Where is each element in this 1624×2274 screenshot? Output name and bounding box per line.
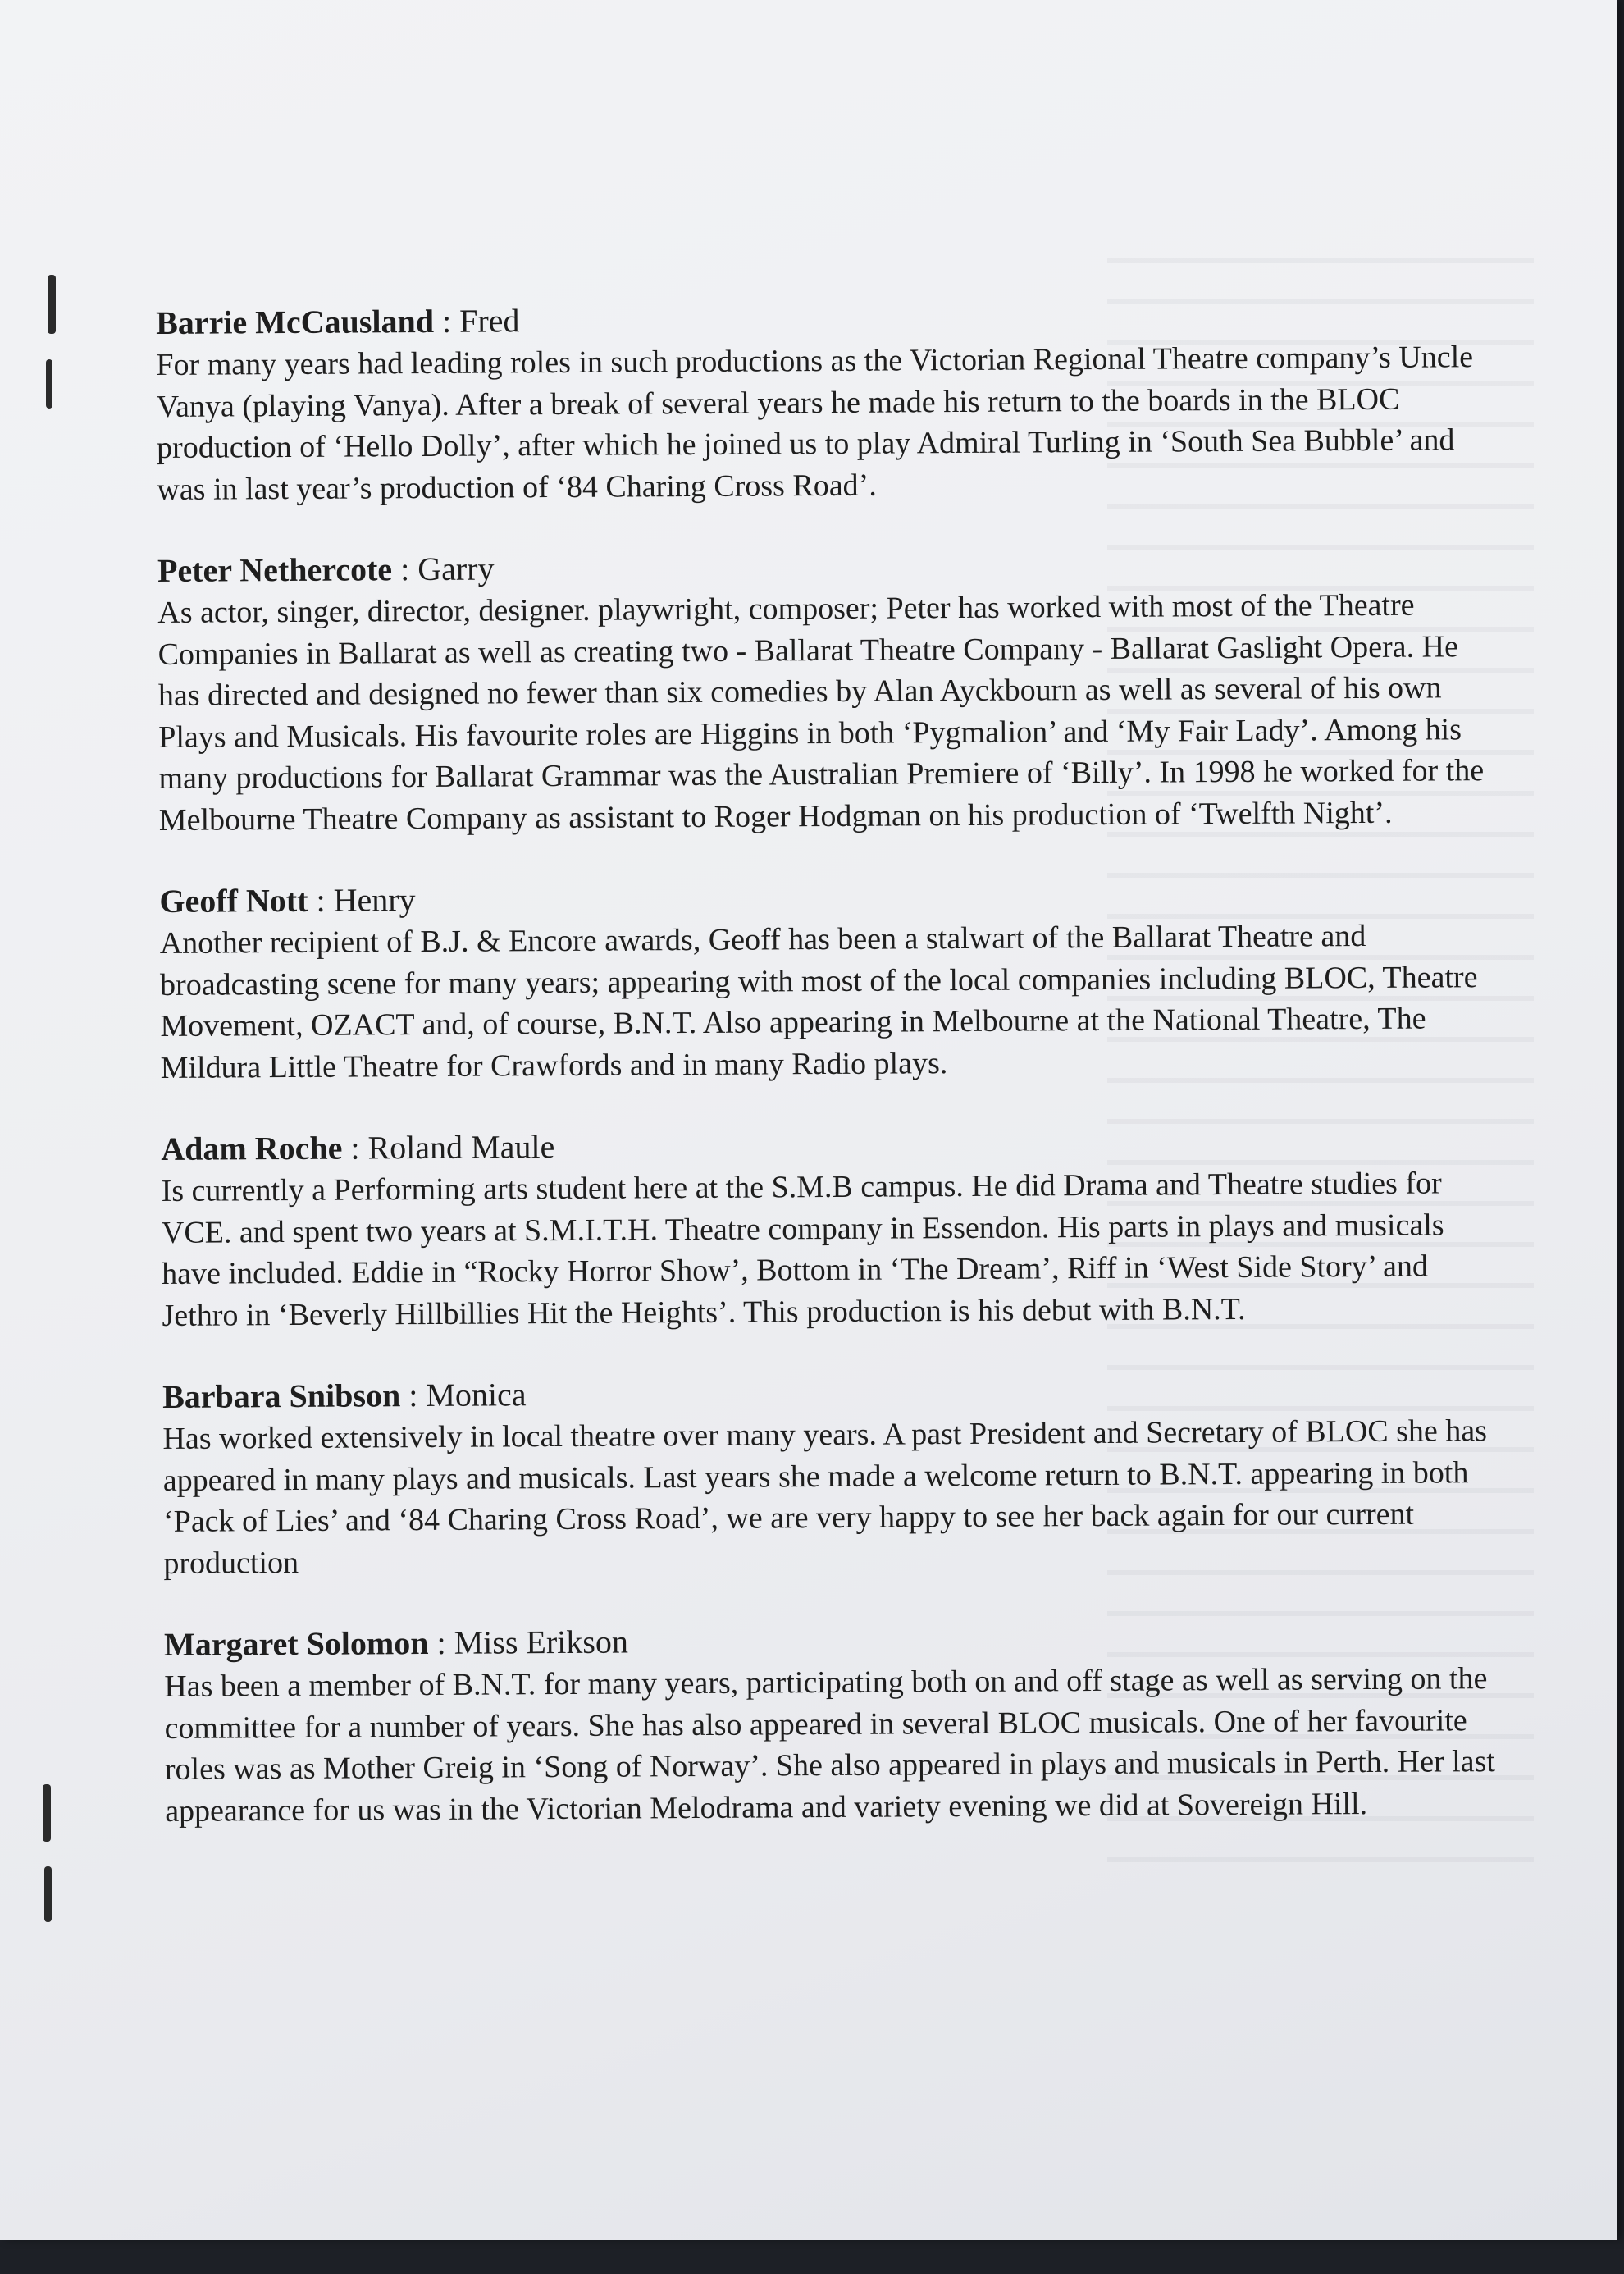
cast-bio: Has worked extensively in local theatre over many years. A past President and Secretary of BLOC she has appeared in many plays and musicals. Last years she made a welcome return to B.N.T. appearing in both ‘Pack of Lies’ and ‘84 Charing Cross Road’, we are very happy to see her back again for our current production [162,1413,1488,1581]
cast-bio: Has been a member of B.N.T. for many years, participating both on and off stage as well as serving on the committee for a number of years. She has also appeared in several BLOC musicals. One of her favourite roles was as Mother Greig in ‘Song of Norway’. She also appeared in plays and musicals in Perth. Her last appearance for us was in the Victorian Melodrama and variety evening we did at Sovereign Hill. [164,1661,1496,1829]
cast-role: Fred [459,302,520,340]
separator: : [428,1623,454,1661]
cast-entry [164,1615,1511,1832]
cast-bio: For many years had leading roles in such productions as the Victorian Regional Theatre company’s Uncle Vanya (playing Vanya). After a break of several years he made his return to the boards in the BLOC production of ‘Hello Dolly’, after which he joined us to play Admiral Turling in ‘South Sea Bubble’ and was in last year’s production of ‘84 Charing Cross Road’. [156,340,1474,507]
cast-bio: Is currently a Performing arts student here at the S.M.B campus. He did Drama and Theatre studies for VCE. and spent two years at S.M.I.T.H. Theatre company in Essendon. His parts in plays and musicals have included. Eddie in “Rocky Horror Show’, Bottom in ‘The Dream’, Riff in ‘West Side Story’ and Jethro in ‘Beverly Hillbillies Hit the Heights’. This production is his debut with B.N.T. [161,1166,1444,1333]
cast-bio: Another recipient of B.J. & Encore awards, Geoff has been a stalwart of the Ballarat Theatre and broadcasting scene for many years; appearing with most of the local companies including BLOC, Theatre Movement, OZACT and, of course, B.N.T. Also appearing in Melbourne at the National Theatre, The Mildura Little Theatre for Crawfords and in many Radio plays. [159,919,1478,1085]
cast-name: Barrie McCausland [156,302,435,341]
cast-role: Monica [426,1376,527,1414]
cast-entry [156,294,1503,510]
separator: : [342,1129,368,1167]
cast-role: Garry [417,550,495,588]
binding-mark [43,1784,51,1842]
binding-mark [46,359,52,409]
cast-role: Miss Erikson [454,1623,629,1661]
cast-bio: As actor, singer, director, designer. playwright, composer; Peter has worked with most of the Theatre Companies in Ballarat as well as creating two - Ballarat Theatre Company - Ballarat Gaslight Opera. He has directed and designed no fewer than six comedies by Alan Ayckbourn as well as several of his own Plays and Musicals. His favourite roles are Higgins in both ‘Pygmalion’ and ‘My Fair Lady’. Among his many productions for Ballarat Grammar was the Australian Premiere of ‘Billy’. In 1998 he worked for the Melbourne Theatre Company as assistant to Roger Hodgman on his production of ‘Twelfth Night’. [157,587,1485,838]
separator: : [400,1377,427,1414]
separator: : [391,550,418,588]
separator: : [433,302,460,340]
cast-role: Roland Maule [367,1128,555,1167]
cast-name: Barbara Snibson [162,1377,401,1415]
cast-role: Henry [333,881,416,919]
binding-mark [48,275,56,334]
binding-mark [44,1866,52,1922]
cast-name: Margaret Solomon [163,1623,429,1663]
cast-entry [161,1120,1508,1336]
cast-name: Geoff Nott [159,881,308,920]
cast-biographies [156,294,1511,1871]
cast-entry [157,541,1504,841]
separator: : [308,881,334,919]
cast-name: Adam Roche [161,1129,343,1167]
cast-name: Peter Nethercote [157,550,393,589]
cast-entry [162,1368,1509,1584]
cast-entry [159,872,1506,1089]
